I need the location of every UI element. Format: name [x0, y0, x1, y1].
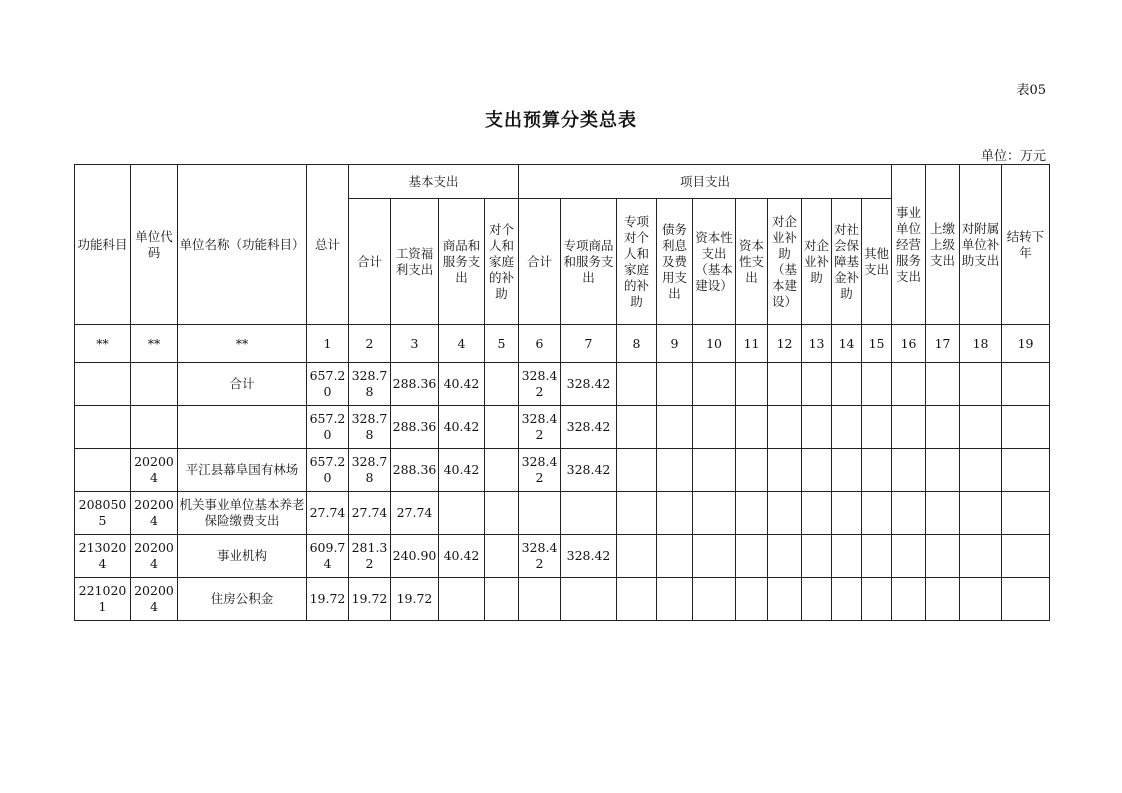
- amount-cell: 40.42: [439, 363, 485, 406]
- amount-cell: 19.72: [307, 578, 349, 621]
- index-cell: 3: [391, 325, 439, 363]
- header-basic-goods: 商品和服务支出: [439, 199, 485, 325]
- amount-cell: 19.72: [349, 578, 391, 621]
- amount-cell: [1002, 406, 1050, 449]
- amount-cell: [832, 492, 862, 535]
- unit-name-cell: 机关事业单位基本养老保险缴费支出: [178, 492, 307, 535]
- amount-cell: [926, 406, 960, 449]
- amount-cell: 328.42: [519, 449, 561, 492]
- amount-cell: [802, 535, 832, 578]
- amount-cell: [617, 578, 657, 621]
- index-cell: 18: [960, 325, 1002, 363]
- amount-cell: [926, 492, 960, 535]
- unit-name-cell: 合计: [178, 363, 307, 406]
- func-subject-cell: [75, 449, 131, 492]
- amount-cell: 328.42: [519, 406, 561, 449]
- amount-cell: [862, 535, 892, 578]
- amount-cell: [926, 535, 960, 578]
- amount-cell: [862, 406, 892, 449]
- header-project-capital: 资本性支出: [736, 199, 768, 325]
- amount-cell: [802, 449, 832, 492]
- amount-cell: [485, 578, 519, 621]
- header-project-total: 合计: [519, 199, 561, 325]
- index-cell: **: [178, 325, 307, 363]
- amount-cell: [439, 578, 485, 621]
- amount-cell: [617, 449, 657, 492]
- unit-code-cell: [131, 406, 178, 449]
- header-project-goods: 专项商品和服务支出: [561, 199, 617, 325]
- amount-cell: [862, 492, 892, 535]
- amount-cell: 19.72: [391, 578, 439, 621]
- header-basic-personal: 对个人和家庭的补助: [485, 199, 519, 325]
- table-row: [75, 535, 1050, 578]
- amount-cell: [862, 363, 892, 406]
- amount-cell: [1002, 492, 1050, 535]
- amount-cell: [960, 492, 1002, 535]
- amount-cell: [657, 492, 693, 535]
- amount-cell: [768, 363, 802, 406]
- amount-cell: [617, 406, 657, 449]
- index-cell: 14: [832, 325, 862, 363]
- header-basic-expense: 基本支出: [349, 165, 519, 199]
- table-number: 表05: [1016, 83, 1046, 98]
- amount-cell: [439, 492, 485, 535]
- header-subsidiary: 对附属单位补助支出: [960, 165, 1002, 325]
- amount-cell: [960, 535, 1002, 578]
- amount-cell: [960, 363, 1002, 406]
- amount-cell: 328.42: [519, 535, 561, 578]
- index-cell: 1: [307, 325, 349, 363]
- amount-cell: [892, 406, 926, 449]
- unit-code-cell: [131, 363, 178, 406]
- header-basic-total: 合计: [349, 199, 391, 325]
- index-cell: 9: [657, 325, 693, 363]
- unit-code-cell: 202004: [131, 449, 178, 492]
- header-project-enterprise: 对企业补助: [802, 199, 832, 325]
- amount-cell: [960, 406, 1002, 449]
- amount-cell: [657, 363, 693, 406]
- index-cell: 17: [926, 325, 960, 363]
- header-project-enterprise-construction: 对企业补助（基本建设）: [768, 199, 802, 325]
- amount-cell: [485, 492, 519, 535]
- header-carry-forward: 结转下年: [1002, 165, 1050, 325]
- amount-cell: [519, 578, 561, 621]
- amount-cell: 328.78: [349, 449, 391, 492]
- amount-cell: [693, 406, 736, 449]
- amount-cell: [657, 406, 693, 449]
- func-subject-cell: 2210201: [75, 578, 131, 621]
- amount-cell: 657.20: [307, 406, 349, 449]
- table-row: [75, 449, 1050, 492]
- amount-cell: 27.74: [307, 492, 349, 535]
- amount-cell: [657, 578, 693, 621]
- amount-cell: [862, 578, 892, 621]
- amount-cell: [693, 449, 736, 492]
- amount-cell: 328.42: [519, 363, 561, 406]
- amount-cell: [485, 449, 519, 492]
- amount-cell: 240.90: [391, 535, 439, 578]
- unit-code-cell: 202004: [131, 578, 178, 621]
- amount-cell: 27.74: [391, 492, 439, 535]
- amount-cell: 40.42: [439, 406, 485, 449]
- amount-cell: [768, 492, 802, 535]
- header-func-subject: 功能科目: [75, 165, 131, 325]
- amount-cell: [802, 492, 832, 535]
- amount-cell: [926, 449, 960, 492]
- amount-cell: [892, 535, 926, 578]
- amount-cell: [832, 578, 862, 621]
- amount-cell: [736, 492, 768, 535]
- amount-cell: 657.20: [307, 449, 349, 492]
- amount-cell: [768, 535, 802, 578]
- index-cell: 12: [768, 325, 802, 363]
- header-total: 总计: [307, 165, 349, 325]
- amount-cell: [802, 578, 832, 621]
- amount-cell: [617, 492, 657, 535]
- unit-code-cell: 202004: [131, 535, 178, 578]
- amount-cell: [1002, 535, 1050, 578]
- amount-cell: [519, 492, 561, 535]
- header-project-social-security: 对社会保障基金补助: [832, 199, 862, 325]
- header-project-expense: 项目支出: [519, 165, 892, 199]
- amount-cell: [617, 363, 657, 406]
- header-project-other: 其他支出: [862, 199, 892, 325]
- amount-cell: [693, 492, 736, 535]
- index-cell: 19: [1002, 325, 1050, 363]
- index-cell: 13: [802, 325, 832, 363]
- index-cell: 5: [485, 325, 519, 363]
- amount-cell: [736, 578, 768, 621]
- header-unit-code: 单位代码: [131, 165, 178, 325]
- amount-cell: 328.78: [349, 406, 391, 449]
- index-cell: 8: [617, 325, 657, 363]
- header-project-personal: 专项对个人和家庭的补助: [617, 199, 657, 325]
- amount-cell: [617, 535, 657, 578]
- table-row: [75, 406, 1050, 449]
- amount-cell: [832, 535, 862, 578]
- amount-cell: [1002, 363, 1050, 406]
- amount-cell: 288.36: [391, 363, 439, 406]
- amount-cell: 27.74: [349, 492, 391, 535]
- amount-cell: [892, 578, 926, 621]
- amount-cell: [768, 449, 802, 492]
- page-title: 支出预算分类总表: [485, 110, 637, 131]
- amount-cell: 288.36: [391, 406, 439, 449]
- amount-cell: [802, 406, 832, 449]
- amount-cell: 328.78: [349, 363, 391, 406]
- amount-cell: [1002, 449, 1050, 492]
- amount-cell: [926, 578, 960, 621]
- func-subject-cell: 2080505: [75, 492, 131, 535]
- amount-cell: 40.42: [439, 449, 485, 492]
- amount-cell: 288.36: [391, 449, 439, 492]
- amount-cell: 657.20: [307, 363, 349, 406]
- amount-cell: [485, 535, 519, 578]
- header-project-capital-construction: 资本性支出（基本建设）: [693, 199, 736, 325]
- index-row: [75, 325, 1050, 363]
- amount-cell: [561, 492, 617, 535]
- table-row: [75, 578, 1050, 621]
- func-subject-cell: [75, 363, 131, 406]
- amount-cell: 609.74: [307, 535, 349, 578]
- amount-cell: [693, 578, 736, 621]
- amount-cell: [485, 406, 519, 449]
- index-cell: 6: [519, 325, 561, 363]
- amount-cell: 328.42: [561, 449, 617, 492]
- budget-table: [74, 164, 1050, 621]
- index-cell: 15: [862, 325, 892, 363]
- func-subject-cell: [75, 406, 131, 449]
- amount-cell: [892, 363, 926, 406]
- amount-cell: [768, 578, 802, 621]
- index-cell: **: [75, 325, 131, 363]
- index-cell: 4: [439, 325, 485, 363]
- header-unit-name: 单位名称（功能科目）: [178, 165, 307, 325]
- amount-cell: [862, 449, 892, 492]
- amount-cell: [693, 363, 736, 406]
- unit-name-cell: 事业机构: [178, 535, 307, 578]
- unit-label: 单位：万元: [980, 149, 1046, 164]
- amount-cell: [832, 449, 862, 492]
- amount-cell: 328.42: [561, 406, 617, 449]
- amount-cell: [1002, 578, 1050, 621]
- index-cell: 2: [349, 325, 391, 363]
- amount-cell: [736, 535, 768, 578]
- index-cell: **: [131, 325, 178, 363]
- amount-cell: [485, 363, 519, 406]
- unit-name-cell: [178, 406, 307, 449]
- table-row: [75, 492, 1050, 535]
- index-cell: 7: [561, 325, 617, 363]
- amount-cell: [736, 449, 768, 492]
- amount-cell: [926, 363, 960, 406]
- table-row: [75, 363, 1050, 406]
- func-subject-cell: 2130204: [75, 535, 131, 578]
- amount-cell: [693, 535, 736, 578]
- unit-code-cell: 202004: [131, 492, 178, 535]
- amount-cell: [561, 578, 617, 621]
- amount-cell: [736, 363, 768, 406]
- amount-cell: 328.42: [561, 535, 617, 578]
- amount-cell: [960, 578, 1002, 621]
- amount-cell: 281.32: [349, 535, 391, 578]
- amount-cell: [736, 406, 768, 449]
- amount-cell: 328.42: [561, 363, 617, 406]
- header-project-debt: 债务利息及费用支出: [657, 199, 693, 325]
- header-career-service: 事业单位经营服务支出: [892, 165, 926, 325]
- header-upper-level: 上缴上级支出: [926, 165, 960, 325]
- header-basic-wages: 工资福利支出: [391, 199, 439, 325]
- unit-name-cell: 平江县幕阜国有林场: [178, 449, 307, 492]
- index-cell: 10: [693, 325, 736, 363]
- amount-cell: [960, 449, 1002, 492]
- amount-cell: [802, 363, 832, 406]
- amount-cell: [892, 492, 926, 535]
- amount-cell: [657, 535, 693, 578]
- amount-cell: [768, 406, 802, 449]
- amount-cell: [832, 406, 862, 449]
- amount-cell: [832, 363, 862, 406]
- amount-cell: 40.42: [439, 535, 485, 578]
- unit-name-cell: 住房公积金: [178, 578, 307, 621]
- amount-cell: [657, 449, 693, 492]
- amount-cell: [892, 449, 926, 492]
- index-cell: 11: [736, 325, 768, 363]
- index-cell: 16: [892, 325, 926, 363]
